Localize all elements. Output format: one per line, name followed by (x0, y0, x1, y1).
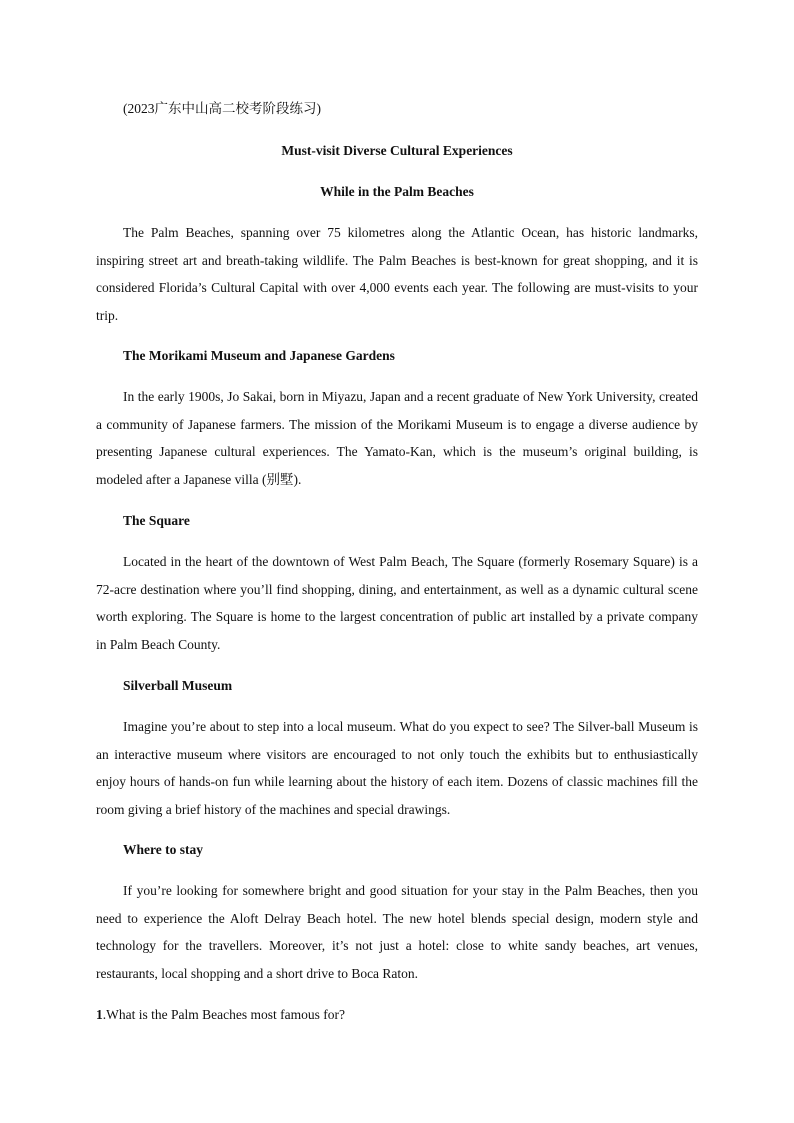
question-number: 1 (96, 1007, 103, 1022)
question-1 (96, 1005, 345, 1025)
article-title-line1: Must-visit Diverse Cultural Experiences (281, 143, 513, 158)
article-title-line2: While in the Palm Beaches (320, 184, 474, 199)
question-text: .What is the Palm Beaches most famous for? (102, 1007, 345, 1022)
section-body-morikami: In the early 1900s, Jo Sakai, born in Miyazu, Japan and a recent graduate of New York University, created a community of Japanese farmers. The mission of the Morikami Museum is to engage a diverse audience by presenting Japanese cultural experiences. The Yamato-Kan, which is the museum’s original building, is modeled after a Japanese villa (别墅). (96, 389, 698, 487)
section-body-where-to-stay: If you’re looking for somewhere bright and good situation for your stay in the Palm Beaches, then you need to experience the Aloft Delray Beach hotel. The new hotel blends special design, modern style and technology for the travellers. Moreover, it’s not just a hotel: close to white sandy beaches, art venues, restaurants, local shopping and a short drive to Boca Raton. (96, 883, 698, 981)
section-heading-morikami: The Morikami Museum and Japanese Gardens (123, 348, 395, 363)
section-heading-where-to-stay: Where to stay (123, 842, 203, 857)
intro-paragraph: The Palm Beaches, spanning over 75 kilometres along the Atlantic Ocean, has historic landmarks, inspiring street art and breath-taking wildlife. The Palm Beaches is best-known for great shopping, and it is considered Florida’s Cultural Capital with over 4,000 events each year. The following are must-visits to your trip. (96, 225, 698, 323)
source-note: (2023广东中山高二校考阶段练习) (123, 101, 321, 116)
section-heading-silverball: Silverball Museum (123, 678, 233, 693)
section-heading-square: The Square (123, 513, 190, 528)
section-body-square: Located in the heart of the downtown of West Palm Beach, The Square (formerly Rosemary Square) is a 72-acre destination where you’ll find shopping, dining, and entertainment, as well as a dynamic cultural scene worth exploring. The Square is home to the largest concentration of public art installed by a private company in Palm Beach County. (96, 554, 698, 652)
section-body-silverball: Imagine you’re about to step into a local museum. What do you expect to see? The Silver-ball Museum is an interactive museum where visitors are encouraged to not only touch the exhibits but to enthusiastically enjoy hours of hands-on fun while learning about the history of each item. Dozens of classic machines fill the room giving a brief history of the machines and special drawings. (96, 719, 698, 817)
